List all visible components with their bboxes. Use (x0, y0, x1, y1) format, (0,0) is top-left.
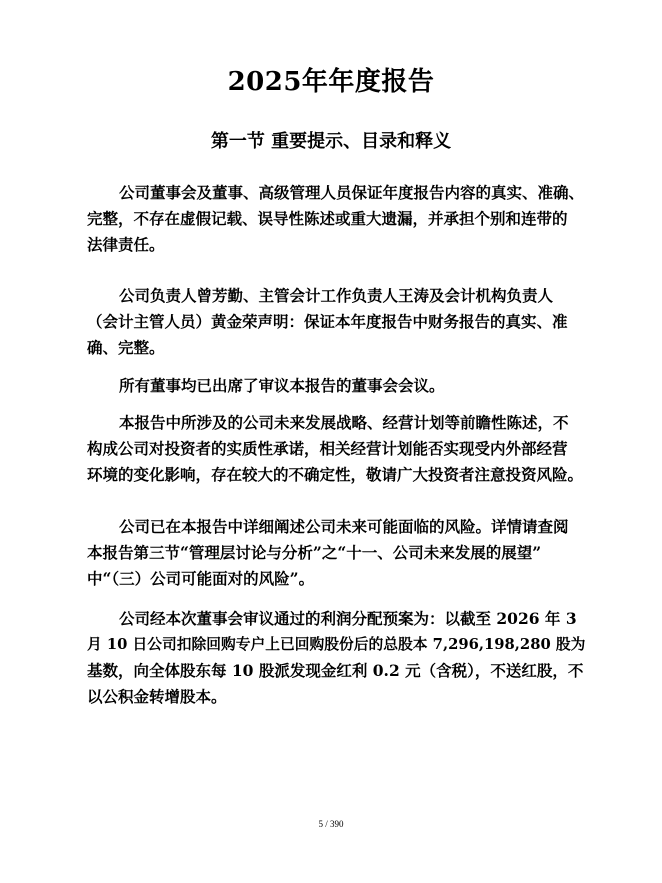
paragraph-line: 环境的变化影响，存在较大的不确定性，敬请广大投资者注意投资风险。 (87, 465, 584, 484)
paragraph-line: 公司负责人曾芳勤、主管会计工作负责人王涛及会计机构负责人 (119, 286, 554, 305)
paragraph-line: 本报告中所涉及的公司未来发展战略、经营计划等前瞻性陈述，不 (119, 413, 569, 432)
paragraph-line: 中“（三）公司可能面对的风险”。 (87, 569, 315, 588)
paragraph-risks (87, 514, 587, 592)
paragraph-line: 完整，不存在虚假记载、误导性陈述或重大遗漏，并承担个别和连带的 (87, 209, 568, 228)
paragraph-line: 月 10 日公司扣除回购专户上已回购股份后的总股本 7,296,198,280 股为 (87, 636, 586, 653)
paragraph-directors-attendance (87, 373, 587, 399)
paragraph-line: 确、完整。 (87, 338, 165, 357)
paragraph-line: 本报告第三节“管理层讨论与分析”之“十一、公司未来发展的展望” (87, 543, 542, 562)
paragraph-line: 所有董事均已出席了审议本报告的董事会会议。 (119, 376, 445, 395)
paragraph-line: 法律责任。 (87, 235, 165, 254)
paragraph-line: 以公积金转增股本。 (87, 687, 227, 706)
paragraph-line: 公司已在本报告中详细阐述公司未来可能面临的风险。详情请查阅 (119, 517, 569, 536)
paragraph-line: 构成公司对投资者的实质性承诺，相关经营计划能否实现受内外部经营 (87, 439, 568, 458)
paragraph-board-guarantee (87, 180, 587, 258)
paragraph-line: 公司董事会及董事、高级管理人员保证年度报告内容的真实、准确、 (119, 183, 585, 202)
paragraph-forward-looking (87, 410, 587, 488)
paragraph-line: （会计主管人员）黄金荣声明：保证本年度报告中财务报告的真实、准 (87, 312, 568, 331)
paragraph-profit-distribution (87, 606, 587, 710)
section-title: 第一节 重要提示、目录和释义 (210, 131, 452, 152)
paragraph-line: 基数，向全体股东每 10 股派发现金红利 0.2 元（含税），不送红股，不 (87, 661, 584, 680)
page-number: 5 / 390 (318, 819, 344, 829)
paragraph-line: 公司经本次董事会审议通过的利润分配预案为：以截至 2026 年 3 (119, 609, 577, 628)
report-title: 2025年年度报告 (227, 67, 435, 97)
paragraph-responsible-persons (87, 283, 587, 361)
